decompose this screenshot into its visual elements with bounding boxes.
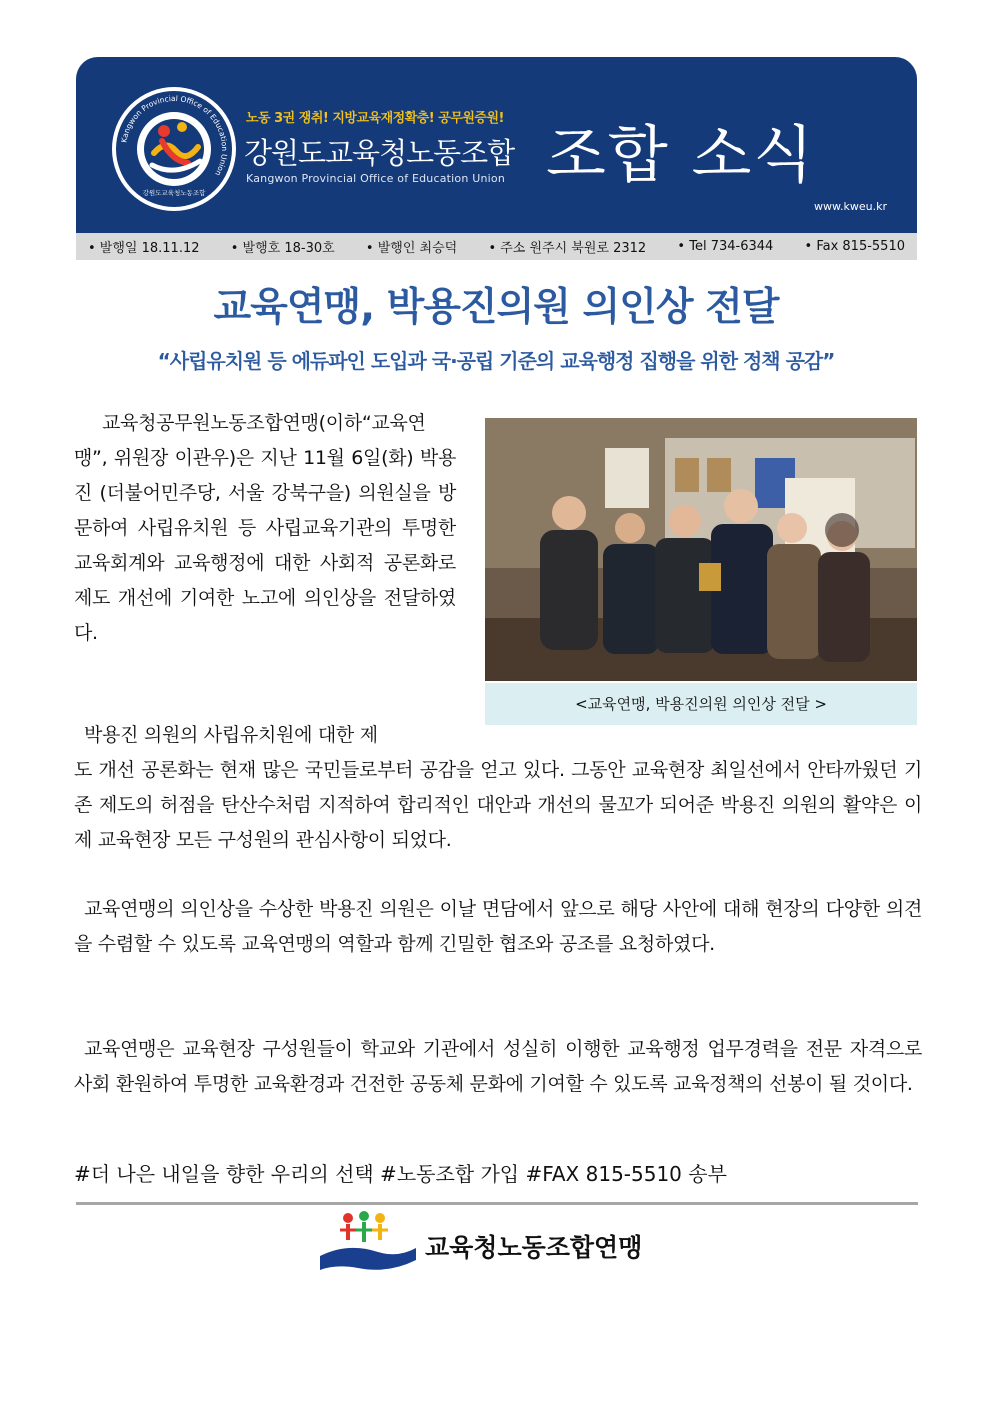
photo-illustration: [485, 418, 917, 681]
address: • 주소 원주시 북원로 2312: [488, 241, 647, 256]
federation-logo: [318, 1208, 418, 1278]
logo-ring-text: Kangwon Provincial Office of Education Union: [119, 93, 230, 178]
publisher: • 발행인 최승덕: [365, 241, 458, 256]
logo-ring-svg: [116, 91, 232, 207]
website-link[interactable]: www.kweu.kr: [814, 200, 887, 213]
telephone: • Tel 734-6344: [677, 239, 774, 254]
fax: • Fax 815-5510: [804, 239, 905, 254]
article-photo: [485, 418, 917, 681]
paragraph-1: 교육청공무원노동조합연맹(이하“교육연맹”, 위원장 이관우)은 지난 11월 6일(화) 박용진 (더불어민주당, 서울 강북구을) 의원실을 방문하여 사립유치원 등 사립교육기관의 투명한 교육회계와 교육행정에 대한 사회적 공론화로 제도 개선에 기여한 노고에 의인상을 전달하였다.: [74, 412, 456, 644]
article-subhead: “사립유치원 등 에듀파인 도입과 국·공립 기준의 교육행정 집행을 위한 정책 공감”: [157, 349, 835, 373]
paragraph-2-continued: 도 개선 공론화는 현재 많은 국민들로부터 공감을 얻고 있다. 그동안 교육현장 최일선에서 안타까웠던 기존 제도의 허점을 탄산수처럼 지적하여 합리적인 대안과 개선의 물꼬가 되어준 박용진 의원의 활약은 이제 교육현장 모든 구성원의 관심사항이 되었다.: [74, 759, 922, 851]
article-headline: 교육연맹, 박용진의원 의인상 전달: [213, 285, 779, 330]
issue-info-bar: [76, 233, 917, 260]
logo-bottom-text: 강원도교육청노동조합: [142, 189, 206, 197]
footer-divider: [76, 1202, 918, 1205]
hashtags: #더 나은 내일을 향한 우리의 선택 #노동조합 가입 #FAX 815-5510 송부: [74, 1162, 727, 1186]
paragraph-4: 교육연맹은 교육현장 구성원들이 학교와 기관에서 성실히 이행한 교육행정 업무경력을 전문 자격으로 사회 환원하여 투명한 교육환경과 건전한 공동체 문화에 기여할 수 있도록 교육정책의 선봉이 될 것이다.: [74, 1038, 922, 1095]
federation-name: 교육청노동조합연맹: [425, 1233, 643, 1262]
photo-caption: <교육연맹, 박용진의원 의인상 전달 >: [485, 683, 917, 725]
union-name-en: Kangwon Provincial Office of Education Union: [246, 172, 506, 185]
issue-date: • 발행일 18.11.12: [88, 241, 200, 256]
paragraph-3: 교육연맹의 의인상을 수상한 박용진 의원은 이날 면담에서 앞으로 해당 사안에 대해 현장의 다양한 의견을 수렴할 수 있도록 교육연맹의 역할과 함께 긴밀한 협조와 공조를 요청하였다.: [74, 898, 922, 955]
issue-number: • 발행호 18-30호: [230, 241, 335, 256]
paragraph-2-start: 박용진 의원의 사립유치원에 대한 제: [84, 724, 378, 746]
header-banner: [76, 57, 917, 233]
slogan: 노동 3권 쟁취! 지방교육재정확충! 공무원증원!: [246, 111, 504, 126]
federation-logo-icon: [318, 1208, 418, 1278]
union-logo: [112, 87, 236, 211]
union-name: 강원도교육청노동조합: [244, 136, 515, 170]
publication-title: 조합 소식: [546, 118, 816, 191]
